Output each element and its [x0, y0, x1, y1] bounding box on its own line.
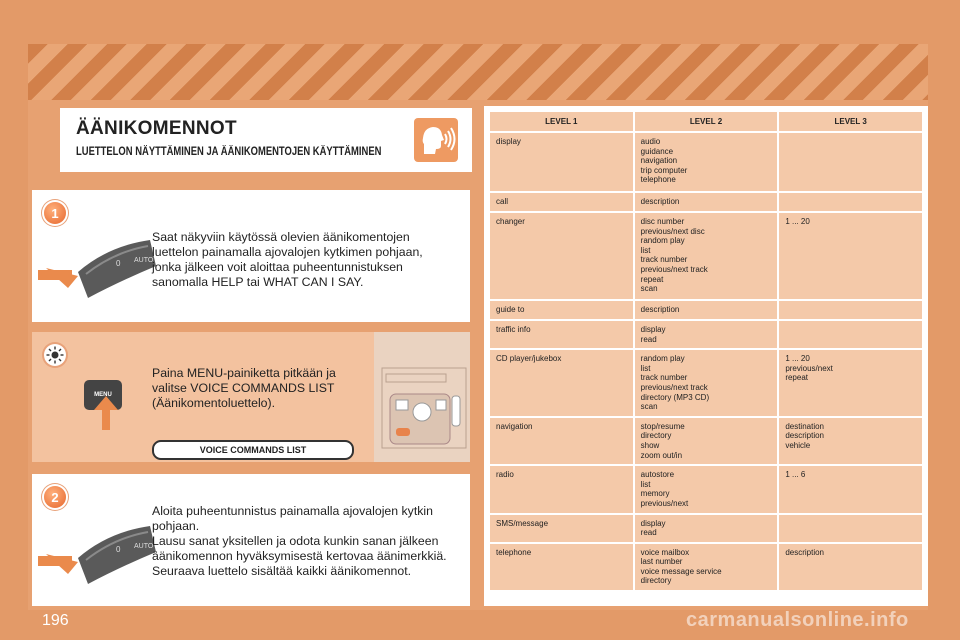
- step-1-text: Saat näkyviin käytössä olevien äänikomentojen luettelon painamalla ajovalojen kytkimen pohjaan, jonka jälkeen voit aloittaa puheentunnistuksen sanomalla HELP tai WHAT CAN I SAY.: [152, 230, 423, 289]
- decorative-header-band: [28, 44, 928, 102]
- svg-text:0: 0: [116, 259, 121, 268]
- table-cell: [779, 133, 922, 191]
- table-cell: CD player/jukebox: [490, 350, 633, 416]
- table-cell: 1 ... 20 previous/next repeat: [779, 350, 922, 416]
- radio-unit-image: [374, 332, 470, 462]
- table-row: [490, 544, 922, 590]
- voice-command-icon: [414, 118, 458, 162]
- table-cell: [779, 321, 922, 348]
- table-cell: SMS/message: [490, 515, 633, 542]
- table-cell: stop/resume directory show zoom out/in: [635, 418, 778, 464]
- sun-icon: [44, 344, 66, 366]
- watermark: carmanualsonline.info: [686, 609, 909, 631]
- table-cell: [779, 515, 922, 542]
- table-row: [490, 350, 922, 416]
- svg-text:AUTO: AUTO: [134, 257, 154, 264]
- column-header: LEVEL 3: [779, 112, 922, 131]
- table-cell: description: [635, 301, 778, 319]
- table-cell: telephone: [490, 544, 633, 590]
- table-cell: changer: [490, 213, 633, 299]
- voice-commands-table: [488, 110, 924, 592]
- table-row: [490, 515, 922, 542]
- table-cell: destination description vehicle: [779, 418, 922, 464]
- table-cell: call: [490, 193, 633, 211]
- table-row: [490, 133, 922, 191]
- table-cell: display read: [635, 515, 778, 542]
- table-cell: [779, 193, 922, 211]
- table-cell: display read: [635, 321, 778, 348]
- table-cell: autostore list memory previous/next: [635, 466, 778, 512]
- page-subtitle: LUETTELON NÄYTTÄMINEN JA ÄÄNIKOMENTOJEN KÄYTTÄMINEN: [76, 146, 382, 158]
- table-cell: guide to: [490, 301, 633, 319]
- step-1-badge: 1: [44, 202, 66, 224]
- step-2-badge: 2: [44, 486, 66, 508]
- voice-commands-list-label: VOICE COMMANDS LIST: [152, 440, 354, 460]
- table-row: [490, 301, 922, 319]
- table-cell: radio: [490, 466, 633, 512]
- table-cell: 1 ... 6: [779, 466, 922, 512]
- table-cell: audio guidance navigation trip computer telephone: [635, 133, 778, 191]
- table-header-row: [490, 112, 922, 131]
- svg-text:AUTO: AUTO: [134, 543, 154, 550]
- table-row: [490, 213, 922, 299]
- menu-key: MENU: [84, 380, 122, 410]
- table-cell: random play list track number previous/next track directory (MP3 CD) scan: [635, 350, 778, 416]
- headlamp-stalk-image: [38, 226, 158, 306]
- step-2-text: Aloita puheentunnistus painamalla ajovalojen kytkin pohjaan. Lausu sanat yksitellen ja odota kunkin sanan jälkeen äänikomennon hyväksymisestä kertovaa äänimerkkiä. Seuraava luettelo sisältää kaikki äänikomennot.: [152, 504, 447, 578]
- table-cell: 1 ... 20: [779, 213, 922, 299]
- table-row: [490, 193, 922, 211]
- arrow-up-icon: [94, 396, 118, 430]
- table-cell: display: [490, 133, 633, 191]
- tip-panel: [32, 332, 470, 462]
- voice-commands-table-panel: [484, 106, 928, 606]
- page-title: ÄÄNIKOMENNOT: [76, 118, 237, 139]
- table-cell: [779, 301, 922, 319]
- column-header: LEVEL 1: [490, 112, 633, 131]
- table-cell: disc number previous/next disc random play list track number previous/next track repeat scan: [635, 213, 778, 299]
- table-cell: description: [635, 193, 778, 211]
- step-2-panel: [32, 474, 470, 606]
- table-row: [490, 418, 922, 464]
- table-cell: description: [779, 544, 922, 590]
- headlamp-stalk-image: [38, 512, 158, 592]
- tip-text: Paina MENU-painiketta pitkään ja valitse VOICE COMMANDS LIST (Äänikomentoluettelo).: [152, 366, 336, 410]
- table-row: [490, 466, 922, 512]
- page-number: 196: [42, 612, 69, 629]
- column-header: LEVEL 2: [635, 112, 778, 131]
- step-1-panel: [32, 190, 470, 322]
- table-cell: navigation: [490, 418, 633, 464]
- table-row: [490, 321, 922, 348]
- svg-text:0: 0: [116, 545, 121, 554]
- table-cell: traffic info: [490, 321, 633, 348]
- title-box: [60, 108, 472, 172]
- table-cell: voice mailbox last number voice message service directory: [635, 544, 778, 590]
